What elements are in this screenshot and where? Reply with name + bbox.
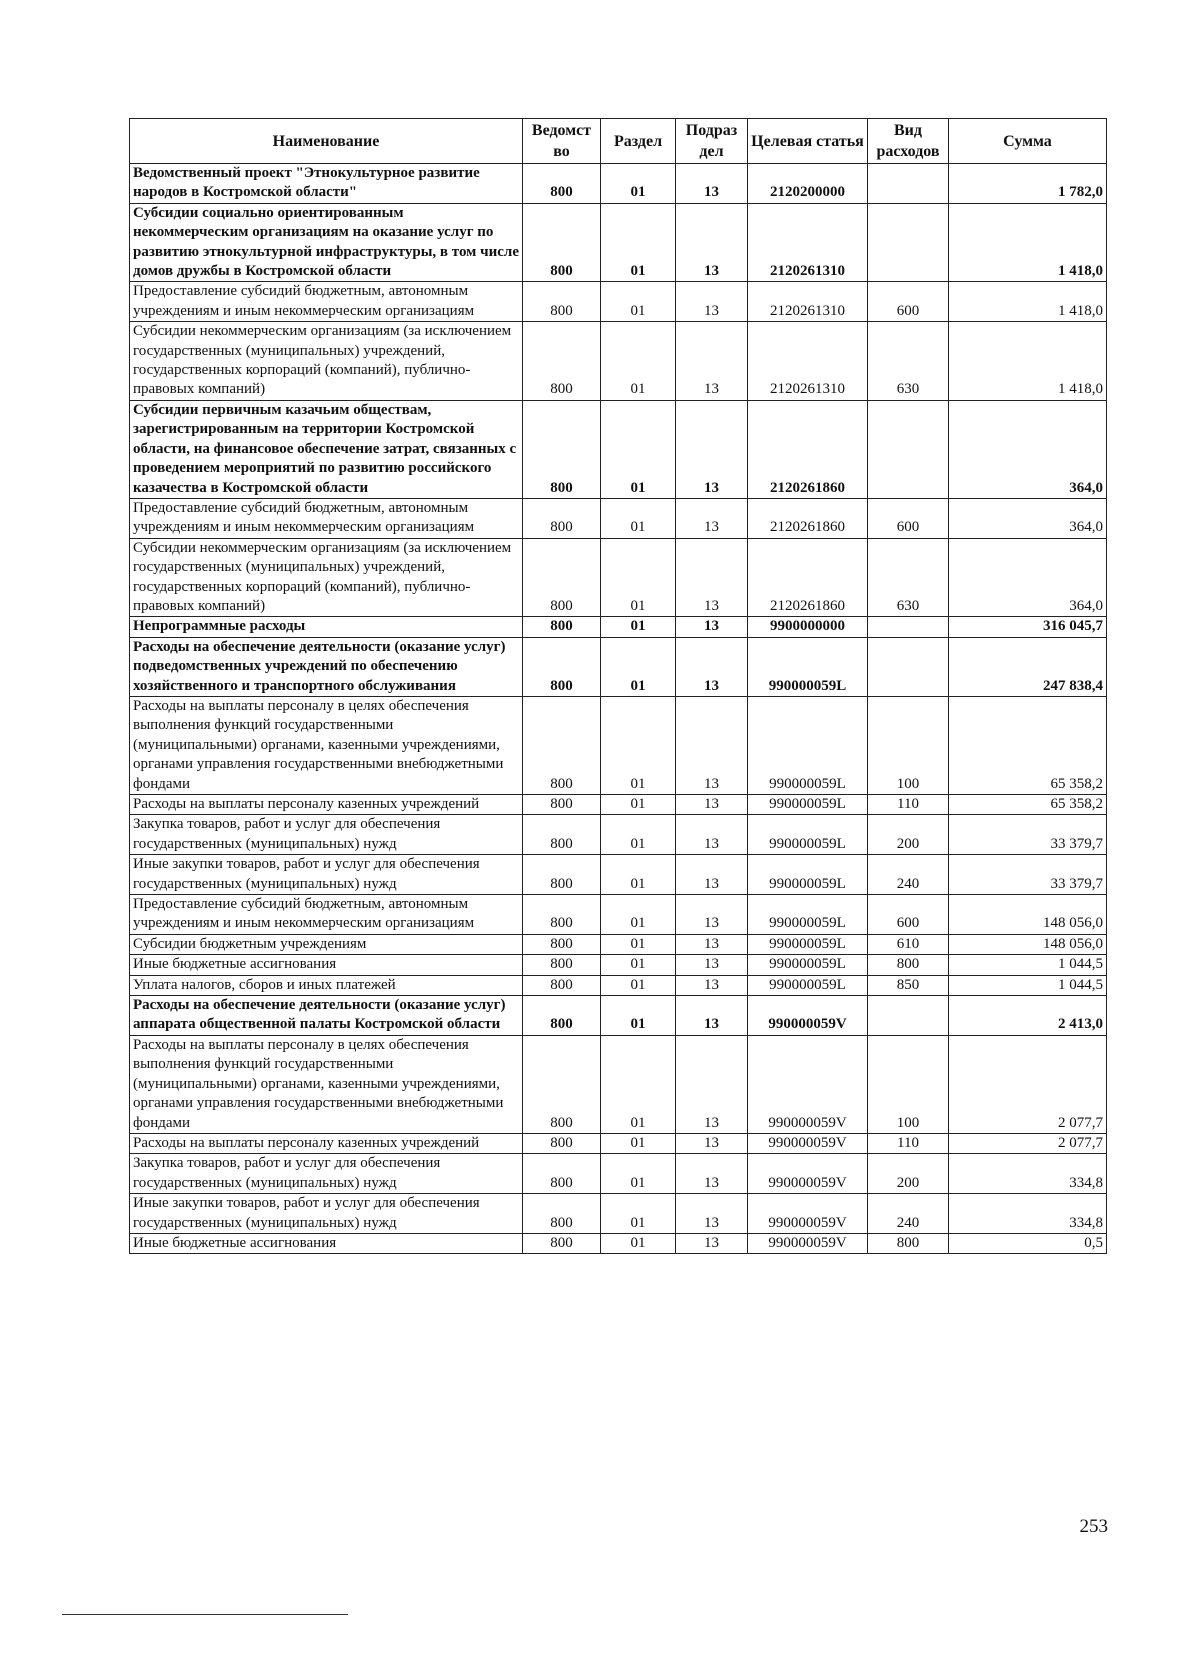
cell-dept: 800 <box>523 637 601 696</box>
cell-dept: 800 <box>523 996 601 1036</box>
cell-dept: 800 <box>523 282 601 322</box>
cell-exp-type: 240 <box>868 855 949 895</box>
cell-subsection: 13 <box>676 1035 748 1133</box>
cell-target: 990000059V <box>748 1133 868 1153</box>
cell-dept: 800 <box>523 975 601 995</box>
header-subsection: Подраз дел <box>676 119 748 164</box>
cell-target: 2120261310 <box>748 322 868 401</box>
cell-section: 01 <box>601 164 676 204</box>
cell-sum: 1 418,0 <box>949 203 1107 282</box>
cell-exp-type: 200 <box>868 815 949 855</box>
table-row <box>130 1233 1107 1253</box>
header-exp-type: Вид расходов <box>868 119 949 164</box>
cell-dept: 800 <box>523 895 601 935</box>
table-row <box>130 934 1107 954</box>
table-row <box>130 203 1107 282</box>
table-row <box>130 1194 1107 1234</box>
cell-section: 01 <box>601 498 676 538</box>
cell-subsection: 13 <box>676 1154 748 1194</box>
cell-target: 990000059L <box>748 934 868 954</box>
cell-subsection: 13 <box>676 282 748 322</box>
cell-dept: 800 <box>523 1154 601 1194</box>
table-body <box>130 164 1107 1254</box>
cell-target: 990000059L <box>748 815 868 855</box>
cell-section: 01 <box>601 322 676 401</box>
cell-target: 2120261310 <box>748 282 868 322</box>
cell-name: Непрограммные расходы <box>130 617 523 637</box>
table-row <box>130 164 1107 204</box>
table-row <box>130 322 1107 401</box>
cell-subsection: 13 <box>676 895 748 935</box>
cell-subsection: 13 <box>676 1233 748 1253</box>
cell-dept: 800 <box>523 1194 601 1234</box>
cell-target: 2120261860 <box>748 538 868 617</box>
cell-target: 990000059V <box>748 1194 868 1234</box>
cell-name: Субсидии социально ориентированным некоммерческим организациям на оказание услуг по развитию этнокультурной инфраструктуры, в том числе домов дружбы в Костромской области <box>130 203 523 282</box>
cell-section: 01 <box>601 637 676 696</box>
cell-name: Предоставление субсидий бюджетным, автономным учреждениям и иным некоммерческим организациям <box>130 895 523 935</box>
cell-subsection: 13 <box>676 203 748 282</box>
cell-sum: 316 045,7 <box>949 617 1107 637</box>
cell-exp-type: 110 <box>868 795 949 815</box>
cell-target: 2120261310 <box>748 203 868 282</box>
budget-table <box>129 118 1107 1254</box>
cell-exp-type <box>868 617 949 637</box>
header-name: Наименование <box>130 119 523 164</box>
cell-subsection: 13 <box>676 815 748 855</box>
cell-subsection: 13 <box>676 855 748 895</box>
cell-exp-type <box>868 203 949 282</box>
cell-dept: 800 <box>523 815 601 855</box>
cell-target: 990000059L <box>748 696 868 794</box>
cell-name: Расходы на обеспечение деятельности (оказание услуг) аппарата общественной палаты Костромской области <box>130 996 523 1036</box>
cell-name: Иные закупки товаров, работ и услуг для обеспечения государственных (муниципальных) нужд <box>130 1194 523 1234</box>
cell-name: Расходы на выплаты персоналу в целях обеспечения выполнения функций государственными (муниципальными) органами, казенными учреждениями, органами управления государственными внебюджетными фондами <box>130 1035 523 1133</box>
table-row <box>130 996 1107 1036</box>
cell-section: 01 <box>601 538 676 617</box>
table-row <box>130 538 1107 617</box>
table-row <box>130 895 1107 935</box>
cell-subsection: 13 <box>676 696 748 794</box>
cell-dept: 800 <box>523 934 601 954</box>
cell-name: Предоставление субсидий бюджетным, автономным учреждениям и иным некоммерческим организациям <box>130 282 523 322</box>
cell-name: Иные бюджетные ассигнования <box>130 1233 523 1253</box>
cell-subsection: 13 <box>676 164 748 204</box>
table-row <box>130 400 1107 498</box>
cell-sum: 0,5 <box>949 1233 1107 1253</box>
cell-subsection: 13 <box>676 1194 748 1234</box>
cell-dept: 800 <box>523 498 601 538</box>
table-row <box>130 498 1107 538</box>
cell-section: 01 <box>601 282 676 322</box>
cell-exp-type: 610 <box>868 934 949 954</box>
cell-sum: 1 782,0 <box>949 164 1107 204</box>
cell-target: 990000059L <box>748 895 868 935</box>
cell-exp-type <box>868 400 949 498</box>
cell-subsection: 13 <box>676 955 748 975</box>
cell-section: 01 <box>601 1194 676 1234</box>
cell-dept: 800 <box>523 795 601 815</box>
cell-sum: 65 358,2 <box>949 696 1107 794</box>
cell-dept: 800 <box>523 164 601 204</box>
cell-exp-type: 800 <box>868 955 949 975</box>
cell-section: 01 <box>601 795 676 815</box>
cell-sum: 2 413,0 <box>949 996 1107 1036</box>
cell-sum: 148 056,0 <box>949 934 1107 954</box>
table-row <box>130 282 1107 322</box>
cell-subsection: 13 <box>676 795 748 815</box>
table-row <box>130 815 1107 855</box>
cell-section: 01 <box>601 815 676 855</box>
cell-sum: 33 379,7 <box>949 855 1107 895</box>
cell-sum: 1 044,5 <box>949 955 1107 975</box>
cell-exp-type <box>868 637 949 696</box>
cell-sum: 334,8 <box>949 1194 1107 1234</box>
cell-section: 01 <box>601 955 676 975</box>
cell-section: 01 <box>601 1133 676 1153</box>
cell-dept: 800 <box>523 955 601 975</box>
cell-name: Закупка товаров, работ и услуг для обеспечения государственных (муниципальных) нужд <box>130 815 523 855</box>
cell-sum: 148 056,0 <box>949 895 1107 935</box>
cell-exp-type <box>868 996 949 1036</box>
cell-name: Субсидии бюджетным учреждениям <box>130 934 523 954</box>
cell-exp-type: 800 <box>868 1233 949 1253</box>
cell-exp-type: 630 <box>868 322 949 401</box>
cell-subsection: 13 <box>676 322 748 401</box>
cell-sum: 1 418,0 <box>949 282 1107 322</box>
cell-dept: 800 <box>523 1035 601 1133</box>
table-row <box>130 1133 1107 1153</box>
table-row <box>130 1154 1107 1194</box>
cell-exp-type: 630 <box>868 538 949 617</box>
cell-exp-type: 100 <box>868 696 949 794</box>
cell-subsection: 13 <box>676 637 748 696</box>
table-row <box>130 975 1107 995</box>
cell-name: Иные бюджетные ассигнования <box>130 955 523 975</box>
cell-section: 01 <box>601 1154 676 1194</box>
cell-sum: 364,0 <box>949 498 1107 538</box>
cell-target: 990000059L <box>748 637 868 696</box>
table-row <box>130 617 1107 637</box>
footnote-divider <box>62 1614 348 1615</box>
cell-exp-type: 110 <box>868 1133 949 1153</box>
cell-dept: 800 <box>523 617 601 637</box>
cell-name: Расходы на выплаты персоналу в целях обеспечения выполнения функций государственными (муниципальными) органами, казенными учреждениями, органами управления государственными внебюджетными фондами <box>130 696 523 794</box>
header-section: Раздел <box>601 119 676 164</box>
page-number: 253 <box>1079 1516 1108 1537</box>
cell-dept: 800 <box>523 1133 601 1153</box>
cell-section: 01 <box>601 975 676 995</box>
cell-target: 990000059V <box>748 1233 868 1253</box>
header-target: Целевая статья <box>748 119 868 164</box>
cell-section: 01 <box>601 696 676 794</box>
cell-name: Закупка товаров, работ и услуг для обеспечения государственных (муниципальных) нужд <box>130 1154 523 1194</box>
cell-target: 990000059V <box>748 996 868 1036</box>
cell-subsection: 13 <box>676 400 748 498</box>
cell-target: 990000059L <box>748 795 868 815</box>
cell-dept: 800 <box>523 855 601 895</box>
cell-target: 2120200000 <box>748 164 868 204</box>
table-row <box>130 696 1107 794</box>
table-row <box>130 1035 1107 1133</box>
cell-section: 01 <box>601 400 676 498</box>
table-row <box>130 955 1107 975</box>
cell-subsection: 13 <box>676 498 748 538</box>
header-row <box>130 119 1107 164</box>
cell-name: Ведомственный проект "Этнокультурное развитие народов в Костромской области" <box>130 164 523 204</box>
cell-dept: 800 <box>523 538 601 617</box>
cell-dept: 800 <box>523 400 601 498</box>
table-row <box>130 637 1107 696</box>
cell-name: Расходы на выплаты персоналу казенных учреждений <box>130 1133 523 1153</box>
cell-section: 01 <box>601 1233 676 1253</box>
cell-target: 990000059L <box>748 955 868 975</box>
cell-exp-type: 600 <box>868 895 949 935</box>
cell-exp-type: 600 <box>868 498 949 538</box>
cell-sum: 334,8 <box>949 1154 1107 1194</box>
cell-target: 2120261860 <box>748 400 868 498</box>
cell-subsection: 13 <box>676 538 748 617</box>
header-sum: Сумма <box>949 119 1107 164</box>
cell-sum: 1 044,5 <box>949 975 1107 995</box>
cell-section: 01 <box>601 934 676 954</box>
cell-name: Расходы на выплаты персоналу казенных учреждений <box>130 795 523 815</box>
cell-sum: 247 838,4 <box>949 637 1107 696</box>
cell-dept: 800 <box>523 696 601 794</box>
cell-section: 01 <box>601 1035 676 1133</box>
cell-section: 01 <box>601 895 676 935</box>
cell-name: Иные закупки товаров, работ и услуг для обеспечения государственных (муниципальных) нужд <box>130 855 523 895</box>
cell-sum: 33 379,7 <box>949 815 1107 855</box>
cell-sum: 65 358,2 <box>949 795 1107 815</box>
cell-exp-type <box>868 164 949 204</box>
cell-sum: 2 077,7 <box>949 1035 1107 1133</box>
cell-sum: 2 077,7 <box>949 1133 1107 1153</box>
cell-target: 990000059V <box>748 1035 868 1133</box>
cell-sum: 364,0 <box>949 400 1107 498</box>
cell-exp-type: 200 <box>868 1154 949 1194</box>
cell-exp-type: 240 <box>868 1194 949 1234</box>
cell-name: Субсидии некоммерческим организациям (за исключением государственных (муниципальных) учреждений, государственных корпораций (компаний), публично-правовых компаний) <box>130 538 523 617</box>
cell-subsection: 13 <box>676 1133 748 1153</box>
cell-name: Предоставление субсидий бюджетным, автономным учреждениям и иным некоммерческим организациям <box>130 498 523 538</box>
cell-subsection: 13 <box>676 975 748 995</box>
cell-target: 2120261860 <box>748 498 868 538</box>
cell-sum: 364,0 <box>949 538 1107 617</box>
cell-name: Расходы на обеспечение деятельности (оказание услуг) подведомственных учреждений по обеспечению хозяйственного и транспортного обслуживания <box>130 637 523 696</box>
cell-section: 01 <box>601 617 676 637</box>
cell-section: 01 <box>601 996 676 1036</box>
cell-subsection: 13 <box>676 617 748 637</box>
cell-subsection: 13 <box>676 934 748 954</box>
cell-exp-type: 850 <box>868 975 949 995</box>
cell-section: 01 <box>601 203 676 282</box>
header-dept: Ведомст во <box>523 119 601 164</box>
cell-dept: 800 <box>523 1233 601 1253</box>
cell-section: 01 <box>601 855 676 895</box>
cell-dept: 800 <box>523 203 601 282</box>
cell-exp-type: 100 <box>868 1035 949 1133</box>
cell-target: 990000059L <box>748 855 868 895</box>
table-row <box>130 855 1107 895</box>
cell-exp-type: 600 <box>868 282 949 322</box>
cell-target: 990000059V <box>748 1154 868 1194</box>
cell-name: Субсидии некоммерческим организациям (за исключением государственных (муниципальных) учреждений, государственных корпораций (компаний), публично-правовых компаний) <box>130 322 523 401</box>
cell-name: Уплата налогов, сборов и иных платежей <box>130 975 523 995</box>
cell-name: Субсидии первичным казачьим обществам, зарегистрированным на территории Костромской области, на финансовое обеспечение затрат, связанных с проведением мероприятий по развитию российского казачества в Костромской области <box>130 400 523 498</box>
cell-sum: 1 418,0 <box>949 322 1107 401</box>
table-row <box>130 795 1107 815</box>
cell-target: 9900000000 <box>748 617 868 637</box>
cell-target: 990000059L <box>748 975 868 995</box>
cell-dept: 800 <box>523 322 601 401</box>
cell-subsection: 13 <box>676 996 748 1036</box>
